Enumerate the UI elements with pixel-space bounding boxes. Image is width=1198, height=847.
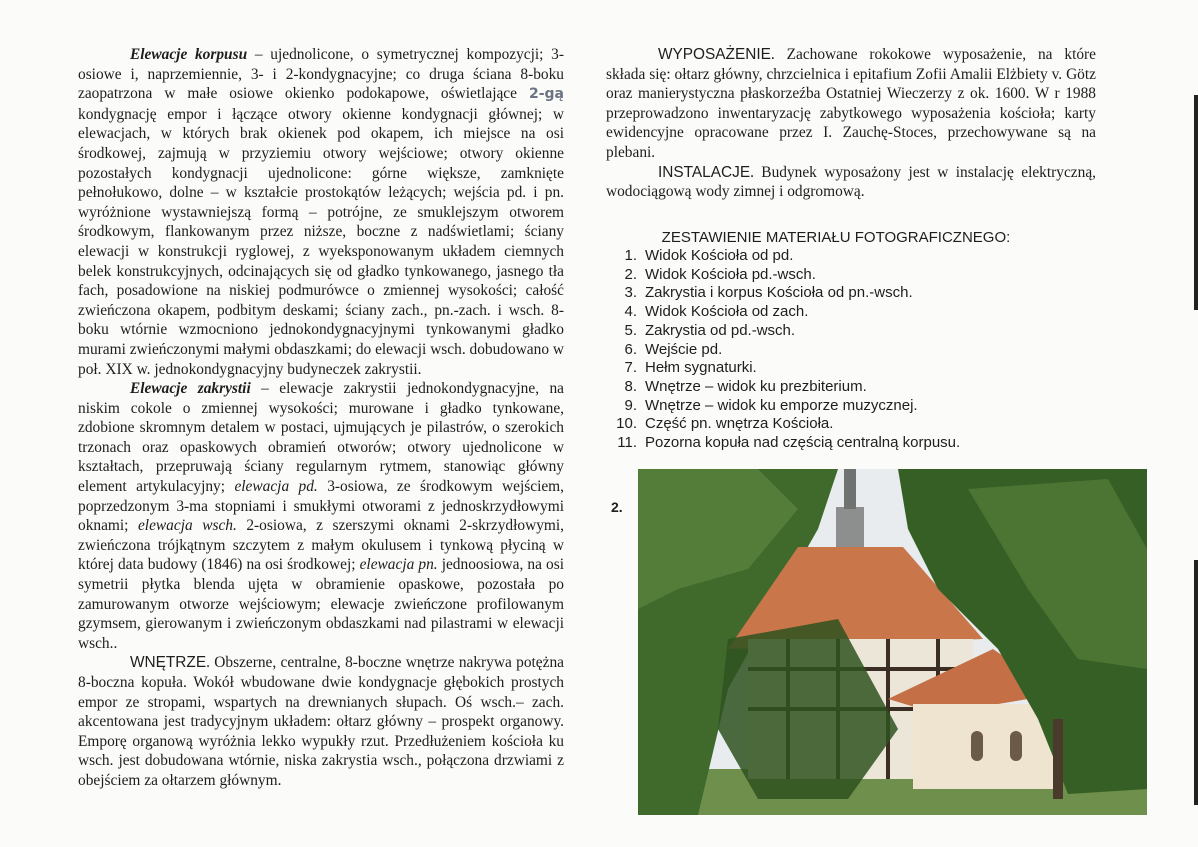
photo-list-heading: ZESTAWIENIE MATERIAŁU FOTOGRAFICZNEGO: bbox=[661, 229, 1011, 246]
list-item bbox=[606, 266, 960, 285]
item-label: Wejście pd. bbox=[645, 340, 723, 358]
paragraph-elewacje-zakrystii bbox=[78, 379, 564, 653]
paragraph-text: jednoosiowa, na osi symetrii płytka blenda ujęta w obramienie opaskowe, pozostała po zamurowanym otworze wejściowym; elewacje zwieńczone profilowanym gzymsem, gierowanym i zwieńczonym obdaszkami nad pilastrami w elewacji wsch.. bbox=[78, 556, 564, 652]
list-item bbox=[606, 415, 960, 434]
list-item bbox=[606, 247, 960, 266]
scan-edge bbox=[1194, 560, 1198, 805]
paragraph-instalacje bbox=[606, 163, 1096, 202]
paragraph-text: – ujednolicone, o symetrycznej kompozycji; 3-osiowe i, naprzemiennie, 3- i 2-kondygnacyjne; co druga ściana 8-boku zaopatrzona w małe osiowe okienko podokapowe, oświetlające bbox=[78, 46, 564, 103]
handwritten-correction: 2-gą bbox=[528, 86, 564, 103]
left-column bbox=[78, 45, 564, 791]
paragraph-text: . Zachowane rokokowe wyposażenie, na które składa się: ołtarz główny, chrzcielnica i epitafium Zofii Amalii Elżbiety v. Götz oraz manierystyczna płaskorzeźba Ostatniej Wieczerzy z ok. 1600. W r 1988 przeprowadzono inwentaryzację zabytkowego wyposażenia kościoła; karty ewidencyjne opracowane przez I. Zauchę-Stoces, przechowywane są na plebani. bbox=[606, 46, 1096, 161]
list-item bbox=[606, 322, 960, 341]
paragraph-text: . Obszerne, centralne, 8-boczne wnętrze nakrywa potężna 8-boczna kopuła. Wokół wbudowane dwie kondygnacje głębokich prostych empor ze stropami, wspartych na drewnianych słupach. Oś wsch.– zach. akcentowana jest tradycyjnym układem: ołtarz główny – prospekt organowy. Emporę organową wyróżnia lekko wypukły rzut. Przedłużeniem kościoła ku wsch. jest dobudowana wtórnie, niska zakrystia wsch., połączona drzwiami z obejściem za ołtarzem głównym. bbox=[78, 654, 564, 789]
item-number: 7. bbox=[624, 359, 637, 377]
section-title: INSTALACJE bbox=[658, 163, 751, 181]
paragraph-text: . Budynek wyposażony jest w instalację elektryczną, wodociągową wody zimnej i odgromową. bbox=[606, 163, 1096, 201]
paragraph-wnetrze bbox=[78, 653, 564, 790]
item-label: Zakrystia i korpus Kościoła od pn.-wsch. bbox=[645, 284, 913, 302]
list-item bbox=[606, 434, 960, 453]
item-number: 5. bbox=[624, 321, 637, 339]
paragraph-wyposazenie bbox=[606, 45, 1096, 163]
item-label: Wnętrze – widok ku emporze muzycznej. bbox=[645, 396, 918, 414]
paragraph-text: – elewacje zakrystii jednokondygnacyjne, na niskim cokole o zmiennej wysokości; murowane i gładko tynkowane, zdobione skromnym detalem w postaci, ujmujących je pilastrów, o szerokich trzonach oraz opaskowych obramień otworów; otwory ujednolicone w kształtach, przepruwają ściany regularnym rytmem, stanowiąc główny element artykulacyjny; bbox=[78, 380, 564, 496]
section-title: Elewacje korpusu bbox=[130, 46, 248, 63]
item-number: 4. bbox=[624, 303, 637, 321]
list-item bbox=[606, 284, 960, 303]
section-title: WNĘTRZE bbox=[130, 654, 207, 672]
item-number: 8. bbox=[624, 377, 637, 395]
item-number: 3. bbox=[624, 284, 637, 302]
item-label: Pozorna kopuła nad częścią centralną korpusu. bbox=[645, 434, 961, 452]
list-item bbox=[606, 378, 960, 397]
italic-term: elewacja wsch. bbox=[137, 517, 237, 535]
item-label: Hełm sygnaturki. bbox=[645, 359, 757, 377]
item-number: 11. bbox=[617, 434, 637, 452]
item-label: Widok Kościoła pd.-wsch. bbox=[645, 265, 816, 283]
section-title: WYPOSAŻENIE bbox=[658, 46, 771, 63]
item-number: 6. bbox=[624, 340, 637, 358]
list-item bbox=[606, 397, 960, 416]
item-label: Wnętrze – widok ku prezbiterium. bbox=[645, 377, 867, 395]
item-number: 9. bbox=[624, 396, 637, 414]
list-item bbox=[606, 341, 960, 360]
item-label: Widok Kościoła od zach. bbox=[645, 303, 809, 321]
paragraph-text: 3-osiowa, ze środkowym wejściem, poprzedzonym 3-ma stopniami i smukłymi otworami z jednoskrzydłowymi oknami; bbox=[78, 478, 565, 535]
tower-spire bbox=[836, 507, 864, 552]
paragraph-text: 2-osiowa, z szerszymi oknami 2-skrzydłowymi, zwieńczona trójkątnym szczytem z małym okulusem i tynkową płyciną w której data budowy (1846) na osi środkowej; bbox=[78, 517, 564, 574]
paragraph-text: kondygnację empor i łączące otwory okienne kondygnacji głównej; w elewacjach, w których brak okienek pod okapem, ich miejsce na osi środkowej, zajmują w przyziemiu otwory wejściowe; otwory okienne pozostałych kondygnacji ujednolicone: górne większe, zamknięte pełnołukowo, dolne – w kształcie prostokątów leżących; wejścia pd. i pn. wyróżnione wystawniejszą formą – potrójne, ze smuklejszym otworem środkowym, flankowanym przez niższe, boczne z nadświetlami; ściany elewacji w konstrukcji ryglowej, z wyeksponowanym układem ciemnych belek konstrukcyjnych, odcinających się od gładko tynkowanego, jasnego tła fach, posadowione na niskiej podmurówce o zmiennej wysokości; całość zwieńczona okapem, podbitym deskami; ściany zach., pn.-zach. i wsch. 8-boku wtórnie wzmocniono jednokondygnacyjnymi tynkowanymi gładko murami zwieńczonymi małymi obdaszkami; do elewacji wsch. dobudowano w poł. XIX w. jednokondygnacyjny budyneczek zakrystii. bbox=[78, 105, 564, 378]
scan-edge bbox=[1194, 95, 1198, 310]
item-label: Część pn. wnętrza Kościoła. bbox=[645, 415, 834, 433]
item-label: Zakrystia od pd.-wsch. bbox=[645, 321, 796, 339]
italic-term: elewacja pn. bbox=[359, 556, 438, 574]
list-item bbox=[606, 303, 960, 322]
item-number: 2. bbox=[624, 265, 637, 283]
photo-list bbox=[606, 247, 960, 453]
item-number: 1. bbox=[624, 247, 637, 264]
item-number: 10. bbox=[616, 415, 637, 433]
item-label: Widok Kościoła od pd. bbox=[645, 247, 794, 264]
church-photo bbox=[638, 469, 1147, 815]
list-item bbox=[606, 359, 960, 378]
photo-number-label: 2. bbox=[611, 499, 623, 515]
right-column bbox=[606, 45, 1096, 202]
paragraph-elewacje-korpusu bbox=[78, 45, 564, 379]
section-title: Elewacje zakrystii bbox=[130, 380, 251, 398]
italic-term: elewacja pd. bbox=[234, 478, 318, 496]
